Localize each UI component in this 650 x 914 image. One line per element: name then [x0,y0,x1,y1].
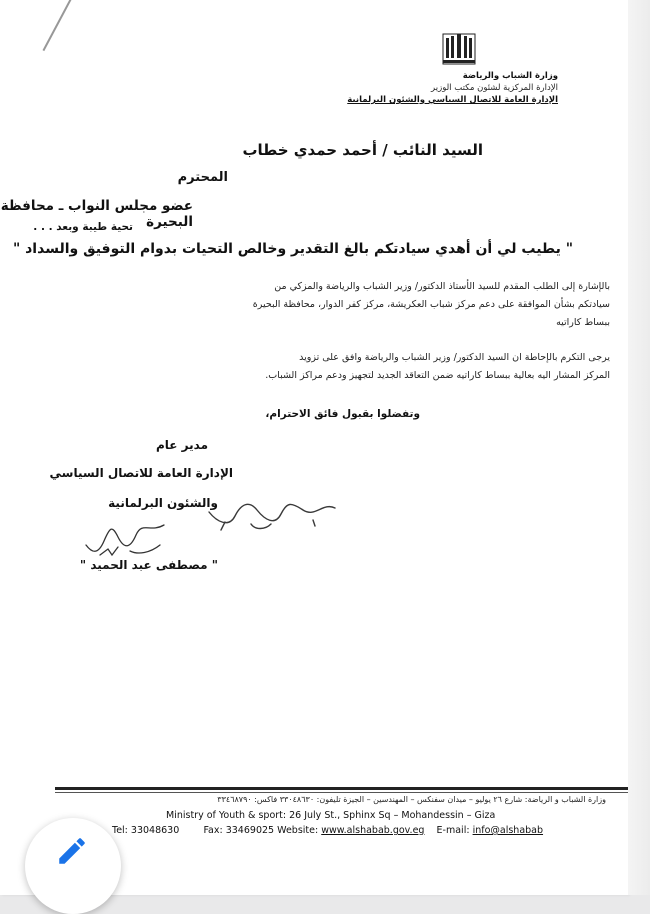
quote-line: " يطيب لي أن أهدي سيادتكم بالغ التقدير وخالص التحيات بدوام التوفيق والسداد " [12,241,573,257]
member-of: عضو مجلس النواب ـ محافظة البحيرة [0,198,193,230]
paragraph-2-line: يرجى التكرم بالإحاطة ان السيد الدكتور/ وزير الشباب والرياضة وافق على تزويد [299,352,610,363]
footer-contact [112,825,543,836]
closing: وتفضلوا بقبول فائق الاحترام، [265,408,420,420]
letterhead [278,70,558,106]
eagle-emblem-icon [437,28,481,72]
paragraph-1 [30,278,610,332]
handwritten-note [195,496,345,536]
addressee: السيد النائب / أحمد حمدي خطاب [242,141,483,159]
fax-number: 33469025 [225,825,275,836]
ministry-name: وزارة الشباب والرياضة [462,71,558,81]
footer-english-address: Ministry of Youth & sport: 26 July St., Sphinx Sq – Mohandessin – Giza [166,810,496,821]
footer-arabic-address: وزارة الشباب و الرياضة: شارع ٢٦ يوليو – ميدان سفنكس – المهندسين – الجيزة تليفون: ٣٣٠٤٨٦٣٠ فاكس: ٣٣٤٦٨٧٩٠ [217,795,606,804]
handwritten-signature [80,515,170,560]
edit-button[interactable] [25,818,121,914]
page-fold-shadow [43,0,140,79]
paragraph-1-line: سيادتكم بشأن الموافقة على دعم مركز شباب العكريشة، مركز كفر الدوار، محافظة البحيرة [252,299,610,310]
email-label: E-mail: [436,825,470,836]
fax-label: Fax: [203,825,223,836]
email-link[interactable]: info@alshabab [472,825,544,836]
general-admin-name: الإدارة العامة للاتصال السياسي والشئون البرلمانية [347,95,558,105]
website-label: Website: [277,825,319,836]
tel-number: 33048630 [130,825,180,836]
paragraph-2-line: المركز المشار اليه بعالية ببساط كاراتيه ضمن التعاقد الجديد لتجهيز ودعم مراكز الشباب. [265,370,610,381]
signer-department-2: والشئون البرلمانية [108,496,218,510]
paragraph-1-line: ببساط كاراتيه [556,317,610,328]
viewer-gutter [628,0,650,895]
footer-divider [55,787,628,790]
signer-department: الإدارة العامة للاتصال السياسي [49,466,233,480]
tel-label: Tel: [112,825,128,836]
footer-divider-thin [55,792,628,793]
paragraph-2 [30,349,610,385]
central-admin-name: الإدارة المركزية لشئون مكتب الوزير [431,83,558,93]
pencil-icon [55,834,89,868]
signer-name: " مصطفى عبد الحميد " [79,558,218,572]
greeting: تحية طيبة وبعد . . . [33,221,133,233]
signer-title: مدير عام [155,438,208,452]
honorific: المحترم [177,170,228,185]
paragraph-1-line: بالإشارة إلى الطلب المقدم للسيد الأستاذ الدكتور/ وزير الشباب والرياضة والمزكي من [274,281,610,292]
website-link[interactable]: www.alshabab.gov.eg [321,825,425,836]
